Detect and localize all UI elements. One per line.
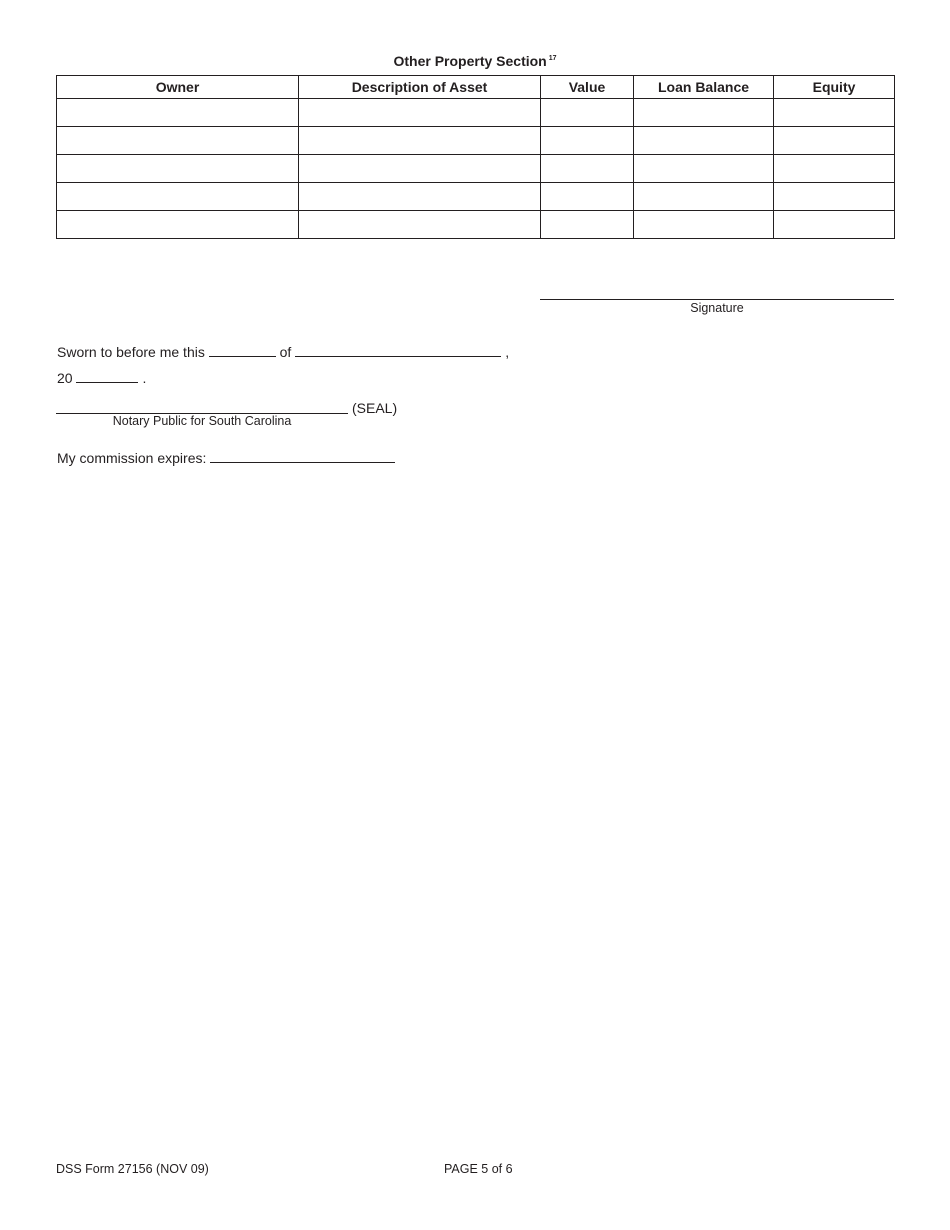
commission-label: My commission expires: [57, 450, 207, 466]
loan-balance-cell[interactable] [634, 211, 774, 239]
loan-balance-cell[interactable] [634, 99, 774, 127]
section-title [0, 53, 950, 69]
signature-line[interactable] [540, 299, 894, 300]
description-cell[interactable] [299, 211, 541, 239]
header-equity: Equity [774, 76, 895, 99]
page-number: PAGE 5 of 6 [444, 1162, 513, 1176]
sworn-line [57, 344, 509, 360]
owner-cell[interactable] [57, 183, 299, 211]
equity-cell[interactable] [774, 211, 895, 239]
loan-balance-cell[interactable] [634, 127, 774, 155]
equity-cell[interactable] [774, 127, 895, 155]
table-row [57, 127, 895, 155]
description-cell[interactable] [299, 127, 541, 155]
owner-cell[interactable] [57, 211, 299, 239]
year-period: . [142, 370, 147, 386]
equity-cell[interactable] [774, 183, 895, 211]
loan-balance-cell[interactable] [634, 183, 774, 211]
value-cell[interactable] [541, 211, 634, 239]
owner-cell[interactable] [57, 127, 299, 155]
value-cell[interactable] [541, 183, 634, 211]
year-field[interactable] [76, 370, 138, 383]
section-title-text: Other Property Section [393, 53, 547, 69]
form-id: DSS Form 27156 (NOV 09) [56, 1162, 209, 1176]
equity-cell[interactable] [774, 99, 895, 127]
sworn-prefix: Sworn to before me this [57, 344, 205, 360]
signature-label: Signature [690, 301, 744, 315]
equity-cell[interactable] [774, 155, 895, 183]
owner-cell[interactable] [57, 155, 299, 183]
year-prefix: 20 [57, 370, 73, 386]
table-row [57, 183, 895, 211]
loan-balance-cell[interactable] [634, 155, 774, 183]
value-cell[interactable] [541, 155, 634, 183]
header-value: Value [541, 76, 634, 99]
commission-line [57, 450, 395, 466]
sworn-month-field[interactable] [295, 344, 501, 357]
table-header-row [57, 76, 895, 99]
other-property-table [56, 75, 895, 239]
year-line [57, 370, 146, 386]
sworn-of: of [279, 344, 292, 360]
footnote-marker: 17 [548, 55, 557, 62]
header-description-of-asset: Description of Asset [299, 76, 541, 99]
seal-label: (SEAL) [352, 400, 398, 416]
header-owner: Owner [57, 76, 299, 99]
header-loan-balance: Loan Balance [634, 76, 774, 99]
description-cell[interactable] [299, 155, 541, 183]
notary-label: Notary Public for South Carolina [112, 414, 292, 428]
value-cell[interactable] [541, 127, 634, 155]
table-row [57, 155, 895, 183]
description-cell[interactable] [299, 183, 541, 211]
table-row [57, 211, 895, 239]
sworn-day-field[interactable] [209, 344, 276, 357]
table-row [57, 99, 895, 127]
sworn-comma: , [505, 344, 510, 360]
commission-expires-field[interactable] [210, 450, 395, 463]
description-cell[interactable] [299, 99, 541, 127]
value-cell[interactable] [541, 99, 634, 127]
owner-cell[interactable] [57, 99, 299, 127]
